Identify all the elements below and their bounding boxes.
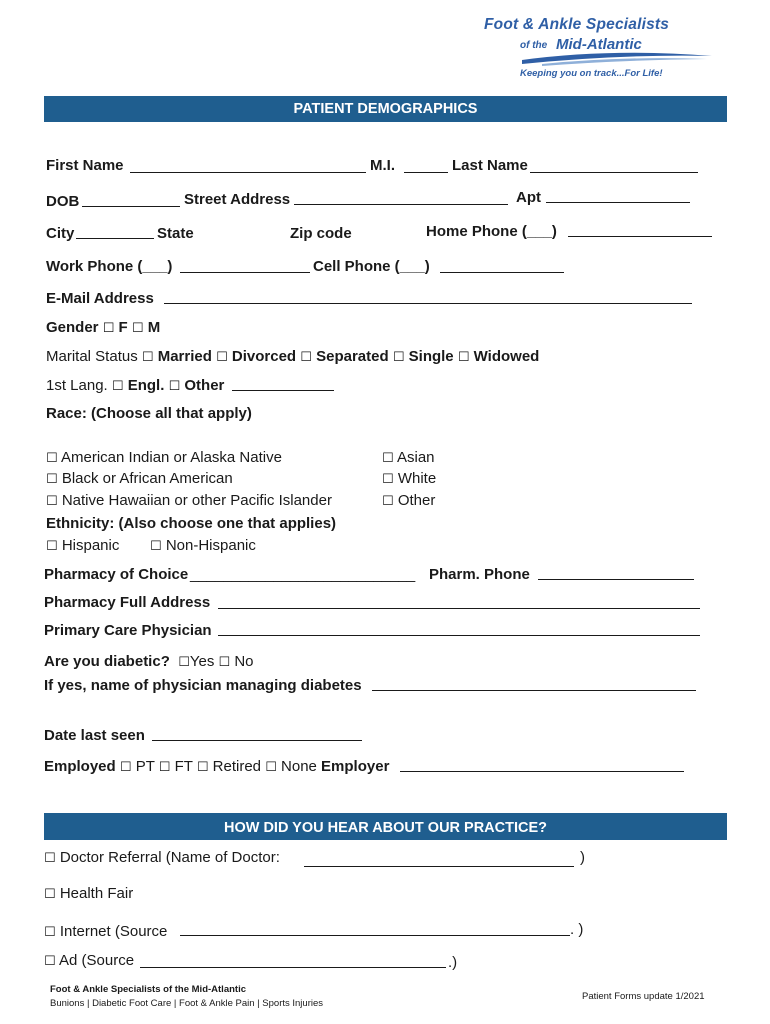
pharm-phone-label: Pharm. Phone (429, 566, 530, 583)
checkbox-icon[interactable]: ☐ (216, 350, 228, 365)
home-phone-label: Home Phone (___) (426, 223, 557, 240)
dob-field[interactable] (82, 206, 180, 207)
logo-tagline: Keeping you on track...For Life! (520, 68, 663, 79)
referral-header: HOW DID YOU HEAR ABOUT OUR PRACTICE? (44, 813, 727, 839)
race-option-label: Other (397, 492, 436, 509)
checkbox-icon[interactable]: ☐ (150, 539, 162, 554)
city-field[interactable] (76, 238, 154, 239)
race-option-label: Black or African American (61, 470, 233, 487)
checkbox-icon[interactable]: ☐ (44, 925, 56, 940)
ad-label: Ad (Source (59, 952, 135, 969)
street-address-label: Street Address (184, 191, 291, 208)
checkbox-icon[interactable]: ☐ (168, 379, 181, 394)
employer-field[interactable] (400, 771, 684, 772)
widowed-label: Widowed (473, 348, 540, 365)
diabetic-row (44, 653, 254, 670)
work-phone-field[interactable] (180, 272, 310, 273)
race-option (46, 449, 282, 466)
apt-label: Apt (516, 189, 541, 206)
language-row (46, 377, 224, 394)
ft-label: FT (174, 758, 193, 775)
gender-m-label: M (147, 319, 161, 336)
race-label: Race: (Choose all that apply) (46, 405, 252, 422)
race-option (46, 470, 233, 487)
checkbox-icon[interactable]: ☐ (46, 539, 58, 554)
date-last-seen-label: Date last seen (44, 727, 145, 744)
pcp-field[interactable] (218, 635, 700, 636)
checkbox-icon[interactable]: ☐ (131, 321, 144, 336)
checkbox-icon[interactable]: ☐ (102, 321, 115, 336)
ad-close: .) (448, 954, 458, 971)
checkbox-icon[interactable]: ☐ (44, 851, 56, 866)
race-option-label: Native Hawaiian or other Pacific Islander (61, 492, 332, 509)
checkbox-icon[interactable]: ☐ (392, 350, 405, 365)
cell-phone-label: Cell Phone (___) (313, 258, 430, 275)
race-option (382, 470, 436, 487)
internet-close: . ) (570, 921, 584, 938)
street-address-field[interactable] (294, 204, 508, 205)
footer-org: Foot & Ankle Specialists of the Mid-Atlantic (50, 984, 246, 995)
pharmacy-field[interactable]: ___________________________ (190, 566, 416, 583)
non-hispanic-option (150, 537, 256, 554)
checkbox-icon[interactable]: ☐ (300, 350, 312, 365)
diabetic-label: Are you diabetic? (44, 653, 170, 670)
logo-line2b: Mid-Atlantic (556, 36, 642, 53)
health-fair-option (44, 885, 133, 902)
state-label: State (157, 225, 194, 242)
employment-row (44, 758, 389, 775)
hispanic-option (46, 537, 119, 554)
hispanic-label: Hispanic (61, 537, 120, 554)
diabetes-physician-label: If yes, name of physician managing diabetes (44, 677, 362, 694)
checkbox-icon[interactable]: ☐ (218, 655, 231, 670)
checkbox-icon[interactable]: ☐ (457, 350, 470, 365)
ethnicity-label: Ethnicity: (Also choose one that applies) (46, 515, 337, 532)
logo-line1: Foot & Ankle Specialists (484, 16, 670, 33)
married-label: Married (157, 348, 212, 365)
checkbox-icon[interactable]: ☐ (265, 760, 277, 775)
race-option-label: American Indian or Alaska Native (61, 449, 282, 466)
diabetes-physician-field[interactable] (372, 690, 696, 691)
checkbox-icon[interactable]: ☐ (158, 760, 171, 775)
doctor-referral-close: ) (580, 849, 585, 866)
checkbox-icon[interactable]: ☐ (382, 451, 394, 466)
pharmacy-label: Pharmacy of Choice (44, 566, 189, 583)
other-lang-label: Other (184, 377, 225, 394)
separated-label: Separated (316, 348, 389, 365)
employer-label: Employer (321, 758, 390, 775)
pharmacy-address-field[interactable] (218, 608, 700, 609)
health-fair-label: Health Fair (59, 885, 134, 902)
divorced-label: Divorced (231, 348, 297, 365)
race-option (382, 492, 435, 509)
doctor-referral-field[interactable] (304, 866, 574, 867)
race-option (382, 449, 435, 466)
checkbox-icon[interactable]: ☐ (44, 887, 56, 902)
race-option-label: White (397, 470, 437, 487)
checkbox-icon[interactable]: ☐ (382, 472, 394, 487)
yes-label: Yes (189, 653, 215, 670)
logo-line2a: of the (520, 40, 548, 51)
home-phone-field[interactable] (568, 236, 712, 237)
gender-label: Gender (46, 319, 99, 336)
marital-status-label: Marital Status (46, 348, 138, 365)
ad-option (44, 952, 134, 969)
pharm-phone-field[interactable] (538, 579, 694, 580)
last-name-label: Last Name (452, 157, 528, 174)
zip-label: Zip code (290, 225, 352, 242)
dob-label: DOB (46, 193, 80, 210)
checkbox-icon[interactable]: ☐ (111, 379, 124, 394)
city-label: City (46, 225, 75, 242)
mi-label: M.I. (370, 157, 395, 174)
pcp-label: Primary Care Physician (44, 622, 212, 639)
checkbox-icon[interactable]: ☐ (178, 655, 190, 670)
checkbox-icon[interactable]: ☐ (119, 760, 132, 775)
checkbox-icon[interactable]: ☐ (46, 451, 58, 466)
email-field[interactable] (164, 303, 692, 304)
checkbox-icon[interactable]: ☐ (46, 472, 58, 487)
doctor-referral-option (44, 849, 280, 866)
doctor-referral-label: Doctor Referral (Name of Doctor: (59, 849, 280, 866)
first-name-label: First Name (46, 157, 124, 174)
pharmacy-address-label: Pharmacy Full Address (44, 594, 211, 611)
footer-update: Patient Forms update 1/2021 (582, 991, 705, 1002)
internet-label: Internet (Source (59, 923, 168, 940)
swoosh-icon (522, 50, 712, 68)
gender-row (46, 319, 160, 336)
engl-label: Engl. (127, 377, 165, 394)
checkbox-icon[interactable]: ☐ (141, 350, 154, 365)
date-last-seen-field[interactable] (152, 740, 362, 741)
first-lang-label: 1st Lang. (46, 377, 108, 394)
checkbox-icon[interactable]: ☐ (44, 954, 56, 969)
marital-status-row (46, 348, 539, 365)
no-label: No (234, 653, 254, 670)
race-option (46, 492, 332, 509)
race-option-label: Asian (397, 449, 435, 466)
internet-option (44, 923, 167, 940)
retired-label: Retired (212, 758, 262, 775)
checkbox-icon[interactable]: ☐ (196, 760, 209, 775)
pt-label: PT (135, 758, 155, 775)
non-hispanic-label: Non-Hispanic (165, 537, 256, 554)
checkbox-icon[interactable]: ☐ (382, 494, 394, 509)
work-phone-label: Work Phone (___) (46, 258, 173, 275)
cell-phone-field[interactable] (440, 272, 564, 273)
practice-logo (482, 14, 712, 84)
referral-divider (44, 839, 727, 840)
ad-source-field[interactable] (140, 967, 446, 968)
internet-source-field[interactable] (180, 935, 570, 936)
checkbox-icon[interactable]: ☐ (46, 494, 58, 509)
none-label: None (281, 758, 317, 775)
employed-label: Employed (44, 758, 116, 775)
single-label: Single (408, 348, 454, 365)
other-lang-field[interactable] (232, 390, 334, 391)
mi-field[interactable] (404, 172, 448, 173)
apt-field[interactable] (546, 202, 690, 203)
email-label: E-Mail Address (46, 290, 154, 307)
demographics-header: PATIENT DEMOGRAPHICS (44, 96, 727, 122)
last-name-field[interactable] (530, 172, 698, 173)
gender-f-label: F (118, 319, 128, 336)
first-name-field[interactable] (130, 172, 366, 173)
footer-services: Bunions | Diabetic Foot Care | Foot & Ankle Pain | Sports Injuries (50, 998, 324, 1009)
